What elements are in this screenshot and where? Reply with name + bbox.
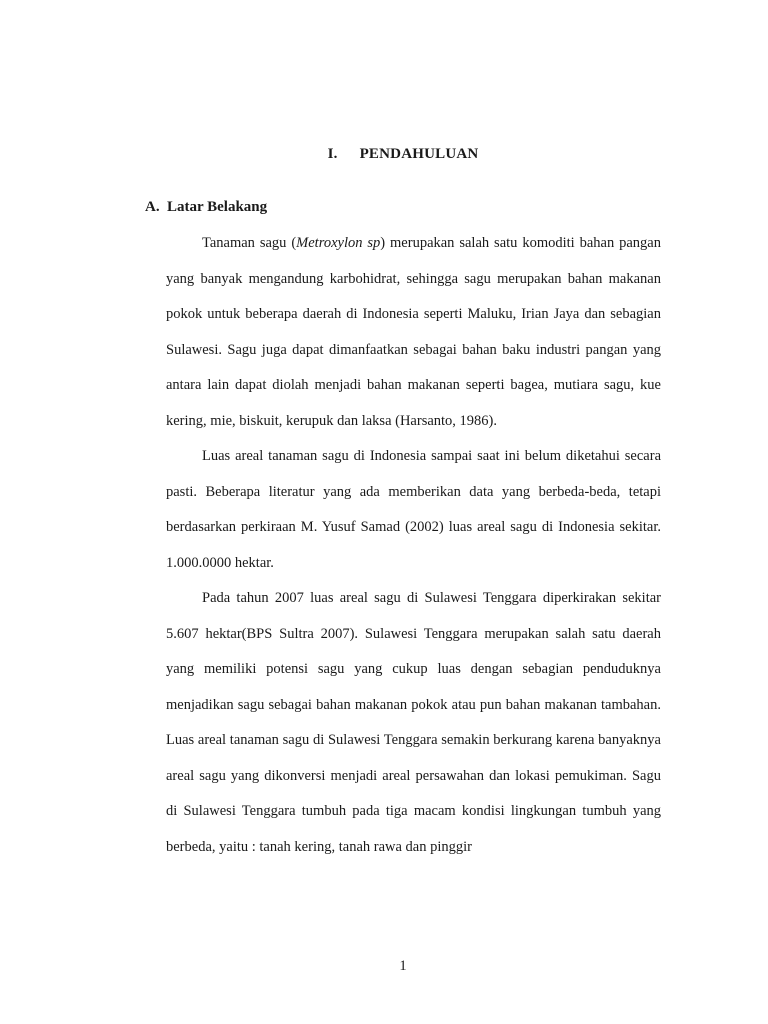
scientific-name: Metroxylon sp <box>296 235 381 251</box>
page-number: 1 <box>399 958 407 974</box>
section-letter: A. <box>145 199 160 215</box>
paragraph-3: Pada tahun 2007 luas areal sagu di Sulawesi Tenggara diperkirakan sekitar 5.607 hektar(BPS Sultra 2007). Sulawesi Tenggara merupakan salah satu daerah yang memiliki potensi sagu yang cukup luas dengan sebagian penduduknya menjadikan sagu sebagai bahan makanan pokok atau pun bahan makanan tambahan. Luas areal tanaman sagu di Sulawesi Tenggara semakin berkurang karena banyaknya areal sagu yang dikonversi menjadi areal persawahan dan lokasi pemukiman. Sagu di Sulawesi Tenggara tumbuh pada tiga macam kondisi lingkungan tumbuh yang berbeda, yaitu : tanah kering, tanah rawa dan pinggir <box>166 590 661 855</box>
paragraph-1-before-italic: Tanaman sagu ( <box>202 235 297 251</box>
section-title: Latar Belakang <box>167 199 268 215</box>
paragraph-1-after-italic: ) merupakan salah satu komoditi bahan pangan yang banyak mengandung karbohidrat, sehingga sagu merupakan bahan makanan pokok untuk beberapa daerah di Indonesia seperti Maluku, Irian Jaya dan sebagian Sulawesi. Sagu juga dapat dimanfaatkan sebagai bahan baku industri pangan yang antara lain dapat diolah menjadi bahan makanan seperti bagea, mutiara sagu, kue kering, mie, biskuit, kerupuk dan laksa (Harsanto, 1986). <box>166 235 661 429</box>
chapter-title <box>0 146 768 163</box>
paragraph-2: Luas areal tanaman sagu di Indonesia sampai saat ini belum diketahui secara pasti. Beberapa literatur yang ada memberikan data yang berbeda-beda, tetapi berdasarkan perkiraan M. Yusuf Samad (2002) luas areal sagu di Indonesia sekitar. 1.000.0000 hektar. <box>166 448 661 571</box>
chapter-number: I. <box>327 146 338 162</box>
body-text <box>166 226 661 865</box>
chapter-title-text: PENDAHULUAN <box>359 146 479 162</box>
paragraph-1 <box>166 226 661 439</box>
section-heading <box>145 199 267 216</box>
